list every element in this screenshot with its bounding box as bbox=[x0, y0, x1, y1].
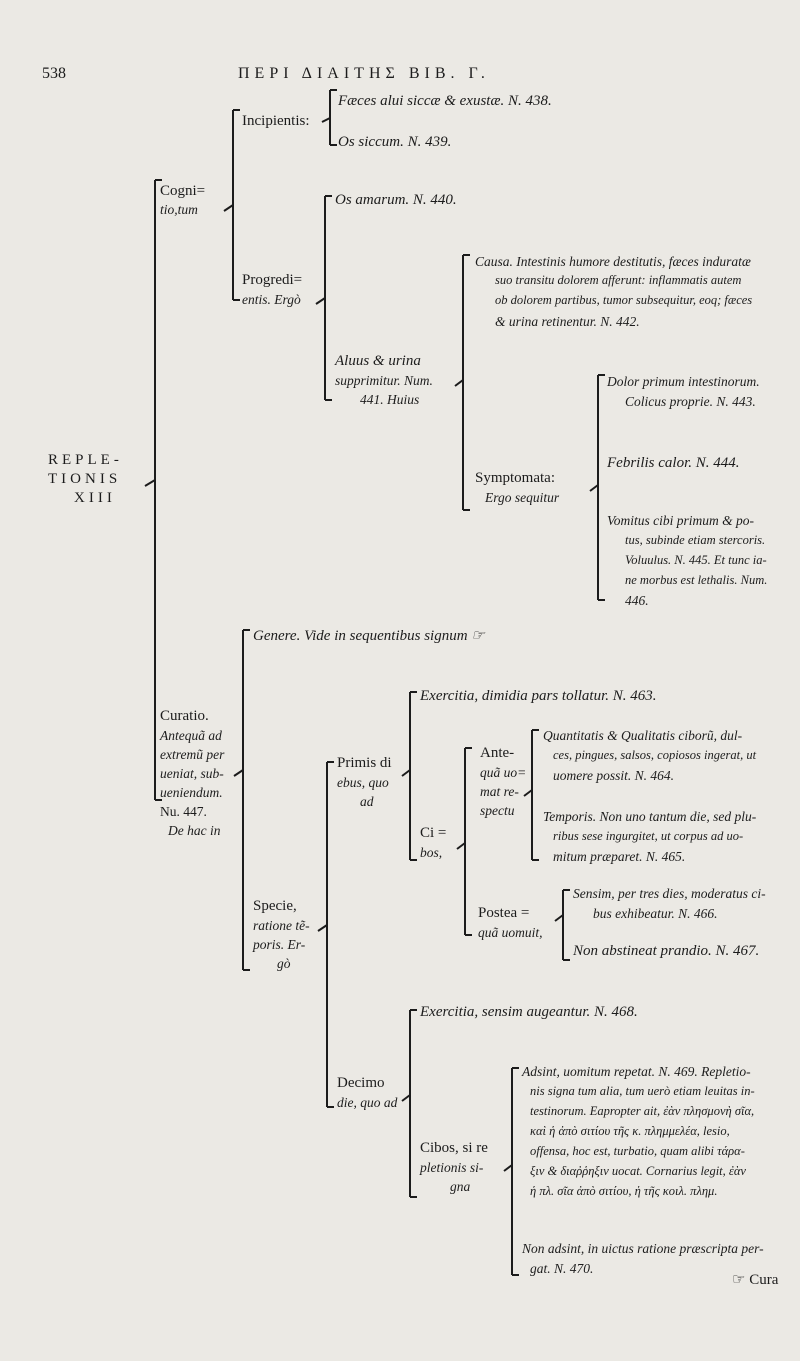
causa-line3: ob dolorem partibus, tumor subsequitur, eoq; fæces bbox=[495, 293, 753, 307]
dolor-line1: Dolor primum intestinorum. bbox=[607, 374, 760, 389]
causa-line2: suo transitu dolorem afferunt: inflammatis autem bbox=[495, 273, 742, 287]
adsint-line5: offensa, hoc est, turbatio, quam alibi τάρα- bbox=[530, 1144, 745, 1158]
brace-aluus bbox=[455, 255, 470, 510]
progredientis-label-line2: entis. Ergò bbox=[242, 292, 301, 307]
curatio-label-line3: extremũ per bbox=[160, 747, 225, 762]
vomitus-line4: ne morbus est lethalis. Num. bbox=[625, 573, 768, 587]
curatio-label-line1: Curatio. bbox=[160, 708, 209, 724]
running-title: ΠΕΡΙ ΔΙΑΙΤΗΣ ΒΙΒ. Γ. bbox=[238, 65, 490, 82]
quantitatis-line3: uomere possit. N. 464. bbox=[553, 768, 674, 783]
root-label-line3: XIII bbox=[74, 490, 116, 506]
primis-label-line1: Primis di bbox=[337, 755, 392, 771]
aluus-label-line3: 441. Huius bbox=[360, 392, 420, 407]
cibos-decimo-label-line3: gna bbox=[450, 1179, 471, 1194]
primis-label-line3: ad bbox=[360, 794, 374, 809]
entry-n468: Exercitia, sensim augeantur. N. 468. bbox=[420, 1004, 638, 1020]
dolor-line2: Colicus proprie. N. 443. bbox=[625, 394, 756, 409]
brace-cibos-primis bbox=[457, 748, 472, 935]
decimo-label-line1: Decimo bbox=[337, 1075, 385, 1091]
adsint-line4: καὶ ἡ ἀπὸ σιτίου τῆς κ. πλημμελέα, lesio, bbox=[530, 1124, 730, 1138]
brace-antequam bbox=[524, 730, 539, 860]
vomitus-line3: Voluulus. N. 445. Et tunc ia- bbox=[625, 553, 767, 567]
adsint-line6: ξιν & διαῤῥηξιν uocat. Cornarius legit, ἐὰν bbox=[530, 1164, 746, 1178]
entry-n439: Os siccum. N. 439. bbox=[338, 134, 452, 150]
brace-cibos-decimo bbox=[504, 1068, 519, 1275]
temporis-line2: ribus sese ingurgitet, ut corpus ad uo- bbox=[553, 829, 744, 843]
entry-n444: Febrilis calor. N. 444. bbox=[607, 455, 740, 471]
vomitus-line5: 446. bbox=[625, 593, 649, 608]
antequam-label-line2: quã uo= bbox=[480, 765, 527, 780]
specie-label-line3: poris. Er- bbox=[253, 937, 306, 952]
brace-decimo bbox=[402, 1010, 417, 1197]
symptomata-label-line1: Symptomata: bbox=[475, 470, 555, 486]
causa-line4: & urina retinentur. N. 442. bbox=[495, 314, 640, 329]
brace-specie bbox=[318, 762, 334, 1107]
vomitus-line2: tus, subinde etiam stercoris. bbox=[625, 533, 766, 547]
temporis-line1: Temporis. Non uno tantum die, sed plu- bbox=[543, 809, 757, 824]
cognitio-label-line1: Cogni= bbox=[160, 183, 206, 199]
brace-progredientis bbox=[316, 196, 332, 400]
cibos-label-line2: bos, bbox=[420, 845, 443, 860]
adsint-line3: testinorum. Eapropter ait, ἐὰν πλησμονὴ σῖα, bbox=[530, 1104, 755, 1118]
specie-label-line4: gò bbox=[277, 956, 291, 971]
curatio-label-line7: De hac in bbox=[168, 823, 221, 838]
decimo-label-line2: die, quo ad bbox=[337, 1095, 398, 1110]
brace-root bbox=[145, 180, 162, 800]
curatio-label-line6: Nu. 447. bbox=[160, 804, 207, 819]
cognitio-label-line2: tio,tum bbox=[160, 202, 198, 217]
brace-primis bbox=[402, 692, 417, 860]
progredientis-label-line1: Progredi= bbox=[242, 272, 303, 288]
postea-label-line1: Postea = bbox=[478, 905, 530, 921]
antequam-label-line4: spectu bbox=[480, 803, 515, 818]
curatio-label-line2: Antequã ad bbox=[160, 728, 222, 743]
vomitus-line1: Vomitus cibi primum & po- bbox=[607, 513, 754, 528]
brace-postea bbox=[555, 890, 570, 960]
sensim-line2: bus exhibeatur. N. 466. bbox=[593, 906, 718, 921]
root-label-line1: REPLE- bbox=[48, 452, 123, 468]
cibos-decimo-label-line1: Cibos, si re bbox=[420, 1140, 488, 1156]
cibos-label-line1: Ci = bbox=[420, 825, 447, 841]
postea-label-line2: quã uomuit, bbox=[478, 925, 543, 940]
brace-symptomata bbox=[590, 375, 605, 600]
adsint-line1: Adsint, uomitum repetat. N. 469. Repletio- bbox=[522, 1064, 751, 1079]
antequam-label-line1: Ante- bbox=[480, 745, 515, 761]
non-adsint-line1: Non adsint, in uictus ratione præscripta per- bbox=[522, 1241, 764, 1256]
brace-curatio bbox=[234, 630, 250, 970]
aluus-label-line2: supprimitur. Num. bbox=[335, 373, 433, 388]
specie-label-line2: ratione tẽ- bbox=[253, 918, 310, 933]
entry-genere: Genere. Vide in sequentibus signum ☞ bbox=[253, 628, 485, 644]
specie-label-line1: Specie, bbox=[253, 898, 297, 914]
temporis-line3: mitum præparet. N. 465. bbox=[553, 849, 686, 864]
root-label-line2: TIONIS bbox=[48, 471, 122, 487]
brace-cognitio bbox=[224, 110, 240, 300]
quantitatis-line2: ces, pingues, salsos, copiosos ingerat, ut bbox=[553, 748, 757, 762]
page-number: 538 bbox=[42, 65, 66, 82]
primis-label-line2: ebus, quo bbox=[337, 775, 389, 790]
entry-n467: Non abstineat prandio. N. 467. bbox=[573, 943, 760, 959]
cibos-decimo-label-line2: pletionis si- bbox=[420, 1160, 484, 1175]
symptomata-label-line2: Ergo sequitur bbox=[485, 490, 560, 505]
adsint-line2: nis signa tum alia, tum uerò etiam leuitas in- bbox=[530, 1084, 755, 1098]
curatio-label-line5: ueniendum. bbox=[160, 785, 223, 800]
incipientis-label: Incipientis: bbox=[242, 113, 310, 129]
quantitatis-line1: Quantitatis & Qualitatis ciborũ, dul- bbox=[543, 728, 743, 743]
causa-line1: Causa. Intestinis humore destitutis, fæces induratæ bbox=[475, 254, 751, 269]
non-adsint-line2: gat. N. 470. bbox=[530, 1261, 594, 1276]
brace-incipientis bbox=[322, 90, 337, 145]
adsint-line7: ἡ πλ. σῖα ἀπὸ σιτίου, ἡ τῆς κοιλ. πλημ. bbox=[530, 1184, 718, 1198]
sensim-line1: Sensim, per tres dies, moderatus ci- bbox=[573, 886, 766, 901]
curatio-label-line4: ueniat, sub- bbox=[160, 766, 224, 781]
antequam-label-line3: mat re- bbox=[480, 784, 519, 799]
entry-n438: Fæces alui siccæ & exustæ. N. 438. bbox=[338, 93, 552, 109]
entry-n463: Exercitia, dimidia pars tollatur. N. 463. bbox=[420, 688, 657, 704]
catchword: ☞ Cura bbox=[732, 1272, 779, 1288]
entry-n440: Os amarum. N. 440. bbox=[335, 192, 457, 208]
aluus-label-line1: Aluus & urina bbox=[335, 353, 421, 369]
